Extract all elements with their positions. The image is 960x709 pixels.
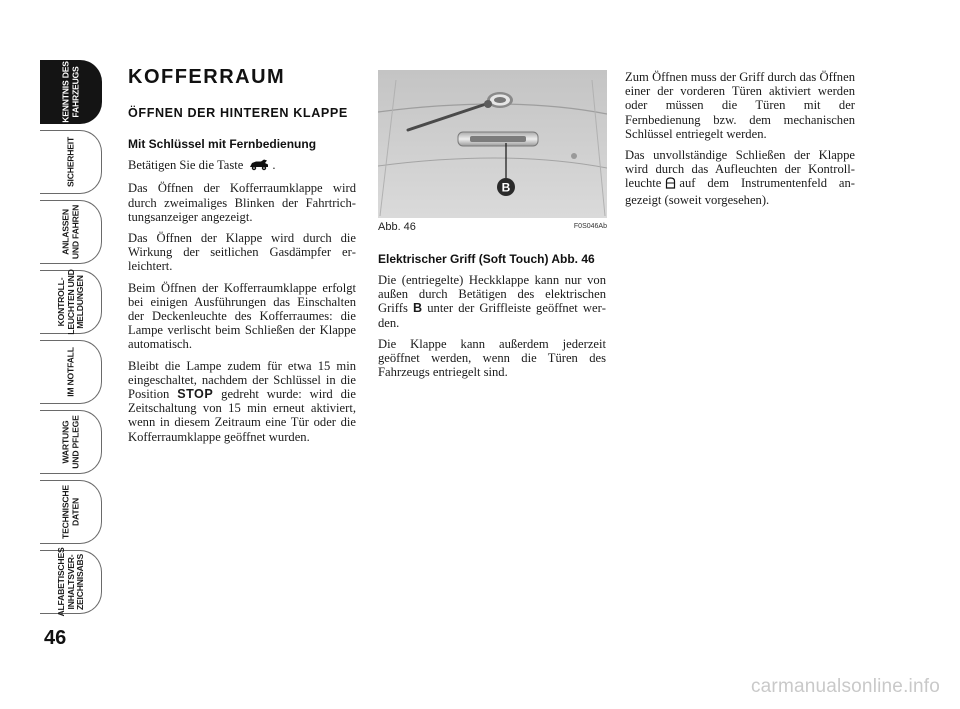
page-number: 46: [44, 627, 67, 649]
paragraph: Beim Öffnen der Kofferraumklappe erfolgt bei einigen Ausführungen das Einschalten der Deckenleuchte des Kofferraumes: die Lampe verlischt beim Schließen der Klappe automatisch.: [128, 280, 356, 352]
press-text: Betätigen Sie die Taste: [128, 158, 244, 173]
figure-caption: [378, 221, 607, 235]
column-middle: [378, 252, 606, 386]
tab-label: KONTROLL- LEUCHTEN UND MELDUNGEN: [55, 269, 85, 335]
electric-text-after: unter der Griffleiste geöffnet werden.: [378, 301, 606, 330]
tailgate-illustration: [378, 70, 607, 218]
tab-wartung-und-pflege[interactable]: [40, 410, 102, 474]
paragraph: Das Öffnen der Klappe wird durch die Wirkung der seitlichen Gasdämpfer erleichtert.: [128, 231, 356, 274]
electric-handle-heading: Elektrischer Griff (Soft Touch) Abb. 46: [378, 252, 595, 266]
tab-label: ANLASSEN UND FAHREN: [60, 204, 80, 260]
paragraph-warning-lamp: [625, 148, 855, 207]
tab-anlassen-und-fahren[interactable]: [40, 200, 102, 264]
tab-label: KENNTNIS DES FAHRZEUGS: [60, 61, 80, 123]
subsection-heading: Mit Schlüssel mit Fernbedienung: [128, 137, 317, 152]
tab-sicherheit[interactable]: [40, 130, 102, 194]
tab-im-notfall[interactable]: [40, 340, 102, 404]
tab-label: IM NOTFALL: [64, 347, 75, 397]
trunk-open-car-icon: [249, 159, 269, 174]
figure-tailgate-handle: [378, 70, 607, 218]
paragraph-lamp-timer: [128, 359, 356, 444]
paragraph: Die Klappe kann außerdem jederzeit geöffnet werden, wenn die Türen des Fahrzeugs entriegelt sind.: [378, 336, 606, 380]
paragraph-electric-handle: [378, 273, 606, 330]
chapter-tabs: [40, 60, 106, 620]
lamp-text-after: gedreht wurde: wird die Zeitschaltung von 15 min erneut aktiviert, wenn in diesem Zeitraum eine Tür oder die Kofferraumklappe geöffnet wurden.: [128, 387, 356, 444]
handle-b-ref: B: [412, 301, 423, 316]
tailgate-open-warning-icon: [665, 177, 676, 192]
tab-label: WARTUNG UND PFLEGE: [60, 415, 80, 469]
figure-code: F0S046Ab: [573, 223, 607, 230]
figure-callout-b: B: [501, 180, 511, 195]
tab-label: TECHNISCHE DATEN: [60, 485, 80, 539]
column-left: [128, 66, 356, 451]
column-right: [625, 70, 855, 214]
stop-position: STOP: [177, 387, 214, 402]
watermark: carmanualsonline.info: [750, 676, 940, 697]
tab-technische-daten[interactable]: [40, 480, 102, 544]
lamp-text-before: Bleibt die Lampe zudem für etwa 15 min eingeschaltet, nachdem der Schlüssel in die Position: [128, 358, 356, 402]
electric-text-before: Die (entriegelte) Heckklappe kann nur von außen durch Betätigen des elektrischen Griffs: [378, 273, 606, 316]
figure-label: Abb. 46: [378, 221, 416, 233]
press-button-instruction: [128, 158, 356, 174]
tab-inhaltsverzeichnis[interactable]: [40, 547, 102, 617]
paragraph: Zum Öffnen muss der Griff durch das Öffnen einer der vorderen Türen aktiviert werden oder müssen die Türen mit der Fernbedienung bzw. dem mechanischen Schlüssel entriegelt werden.: [625, 70, 855, 141]
tab-label: ALFABETISCHES INHALTSVER- ZEICHNISABS: [55, 547, 85, 617]
warning-text-before: Das unvollständige Schließen der Klappe wird durch das Aufleuchten der Kontrollleuchte: [625, 148, 855, 191]
press-end: .: [272, 158, 276, 173]
tab-kenntnis-des-fahrzeugs[interactable]: [40, 60, 102, 124]
tab-label: SICHERHEIT: [64, 136, 75, 188]
page-title: KOFFERRAUM: [128, 66, 286, 88]
tab-kontrollleuchten[interactable]: [40, 270, 102, 334]
paragraph: Das Öffnen der Kofferraumklappe wird durch zweimaliges Blinken der Fahrtrichtungsanzeiger angezeigt.: [128, 181, 356, 224]
warning-text-after: auf dem Instrumentenfeld angezeigt (soweit vorgesehen).: [625, 176, 855, 207]
section-subtitle: ÖFFNEN DER HINTEREN KLAPPE: [128, 106, 348, 121]
